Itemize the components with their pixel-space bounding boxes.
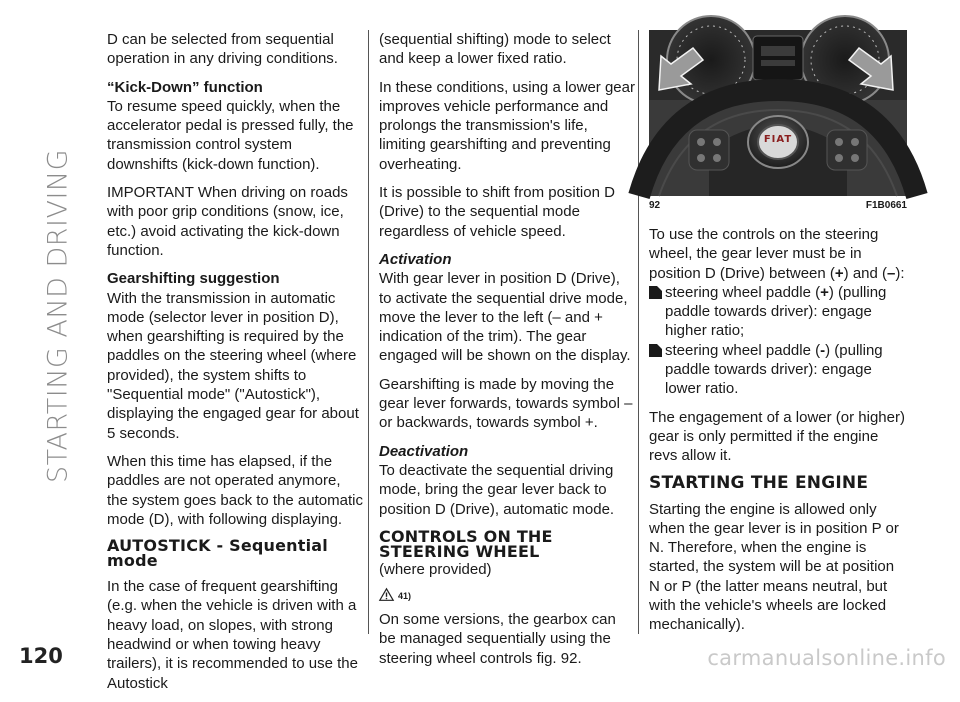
- heading-line: STEERING WHEEL: [379, 541, 540, 561]
- paragraph: With gear lever in position D (Drive), to activate the sequential drive mode, move the lever to the left (– and + indication of the trim). The gear engaged will be shown on the display.: [379, 270, 631, 365]
- bullet-square-icon: [649, 286, 662, 299]
- paragraph: On some versions, the gearbox can be managed sequentially using the steering wheel controls fig. 92.: [379, 611, 616, 667]
- paragraph: (sequential shifting) mode to select and keep a lower fixed ratio.: [379, 31, 611, 68]
- plus-symbol: +: [820, 283, 829, 301]
- text-column-2: [379, 30, 635, 677]
- figure-caption: [649, 200, 907, 211]
- paragraph: IMPORTANT When driving on roads with poor grip conditions (snow, ice, etc.) avoid activating the kick-down function.: [107, 184, 348, 259]
- paragraph: To deactivate the sequential driving mode, bring the gear lever back to position D (Drive), automatic mode.: [379, 461, 615, 518]
- page-number: 120: [19, 644, 63, 668]
- paddle-arrow-left-icon: [657, 46, 707, 92]
- paragraph: To resume speed quickly, when the accelerator pedal is pressed fully, the transmission control system downshifts (kick-down function).: [107, 97, 354, 173]
- text-segment: ):: [895, 264, 905, 282]
- heading-line: AUTOSTICK - Sequential: [107, 536, 328, 556]
- text-segment: ) (pulling paddle towards driver): engage higher ratio;: [665, 283, 887, 340]
- kick-down-heading: “Kick-Down” function: [107, 78, 263, 96]
- paragraph: In the case of frequent gearshifting (e.g. when the vehicle is driven with a heavy load, on slopes, with strong headwind or when towing heavy trailers), it is recommended to use the Autostick: [107, 578, 358, 692]
- text-column-1: [107, 30, 363, 702]
- steering-wheel-figure: [649, 30, 907, 196]
- gearshifting-suggestion-heading: Gearshifting suggestion: [107, 270, 280, 288]
- paragraph: When this time has elapsed, if the paddles are not operated anymore, the system goes back to the automatic mode (D), with following displaying.: [107, 452, 363, 528]
- paragraph: D can be selected from sequential operation in any driving conditions.: [107, 31, 338, 68]
- paragraph: The engagement of a lower (or higher) gear is only permitted if the engine revs allow it.: [649, 408, 905, 465]
- starting-engine-heading: STARTING THE ENGINE: [649, 472, 869, 493]
- paragraph: In these conditions, using a lower gear improves vehicle performance and prolongs the transmission's life, limiting gearshifting and preventing overheating.: [379, 78, 635, 173]
- minus-symbol: -: [820, 341, 826, 359]
- text-segment: steering wheel paddle (: [665, 283, 821, 301]
- autostick-heading: [107, 536, 363, 571]
- column-divider: [638, 30, 639, 634]
- plus-symbol: +: [834, 264, 844, 282]
- text-segment: To use the controls on the steering wheel, the gear lever must be in position D (Drive) between (: [649, 226, 879, 282]
- text-column-3: [649, 30, 907, 644]
- note-ref-number: 41): [398, 591, 412, 602]
- list-item: [649, 283, 907, 341]
- column-divider: [368, 30, 369, 634]
- text-segment: steering wheel paddle (: [665, 341, 821, 359]
- paragraph: Starting the engine is allowed only when the gear lever is in position P or N. Therefore, when the engine is started, the system will be at position N or P (the latter means neutral, but with the vehicle's wheels are locked mechanically).: [649, 500, 899, 634]
- text-segment: ) and (: [843, 264, 888, 282]
- paddle-arrow-right-icon: [845, 46, 895, 92]
- figure-number: 92: [649, 200, 661, 211]
- fiat-logo: FIAT: [763, 134, 793, 145]
- text-segment: ) (pulling paddle towards driver): engage lower ratio.: [665, 341, 883, 398]
- paragraph: [649, 225, 907, 283]
- paragraph: It is possible to shift from position D (Drive) to the sequential mode regardless of vehicle speed.: [379, 184, 615, 240]
- list-item: [649, 341, 907, 399]
- warning-triangle-icon: [379, 588, 394, 601]
- list-item-text: [665, 283, 907, 341]
- deactivation-heading: Deactivation: [379, 442, 469, 460]
- figure-code: F1B0661: [865, 200, 907, 211]
- paragraph: Gearshifting is made by moving the gear lever forwards, towards symbol – or backwards, towards symbol +.: [379, 375, 633, 432]
- controls-heading: [379, 526, 635, 561]
- paragraph: With the transmission in automatic mode (selector lever in position D), when gearshifting is required by the paddles on the steering wheel (where provided), the system shifts to "Sequential mode" ("Autostick"), displaying the engaged gear for about 5 seconds.: [107, 289, 359, 442]
- where-provided-note: (where provided): [379, 560, 492, 578]
- heading-line: mode: [107, 551, 158, 571]
- bullet-square-icon: [649, 344, 662, 357]
- minus-symbol: –: [887, 264, 896, 282]
- warning-note-ref[interactable]: [379, 585, 635, 601]
- heading-line: CONTROLS ON THE: [379, 526, 553, 546]
- list-item-text: [665, 341, 907, 399]
- chapter-side-title: STARTING AND DRIVING: [42, 148, 74, 484]
- activation-heading: Activation: [379, 250, 452, 268]
- watermark: carmanualsonline.info: [707, 646, 946, 670]
